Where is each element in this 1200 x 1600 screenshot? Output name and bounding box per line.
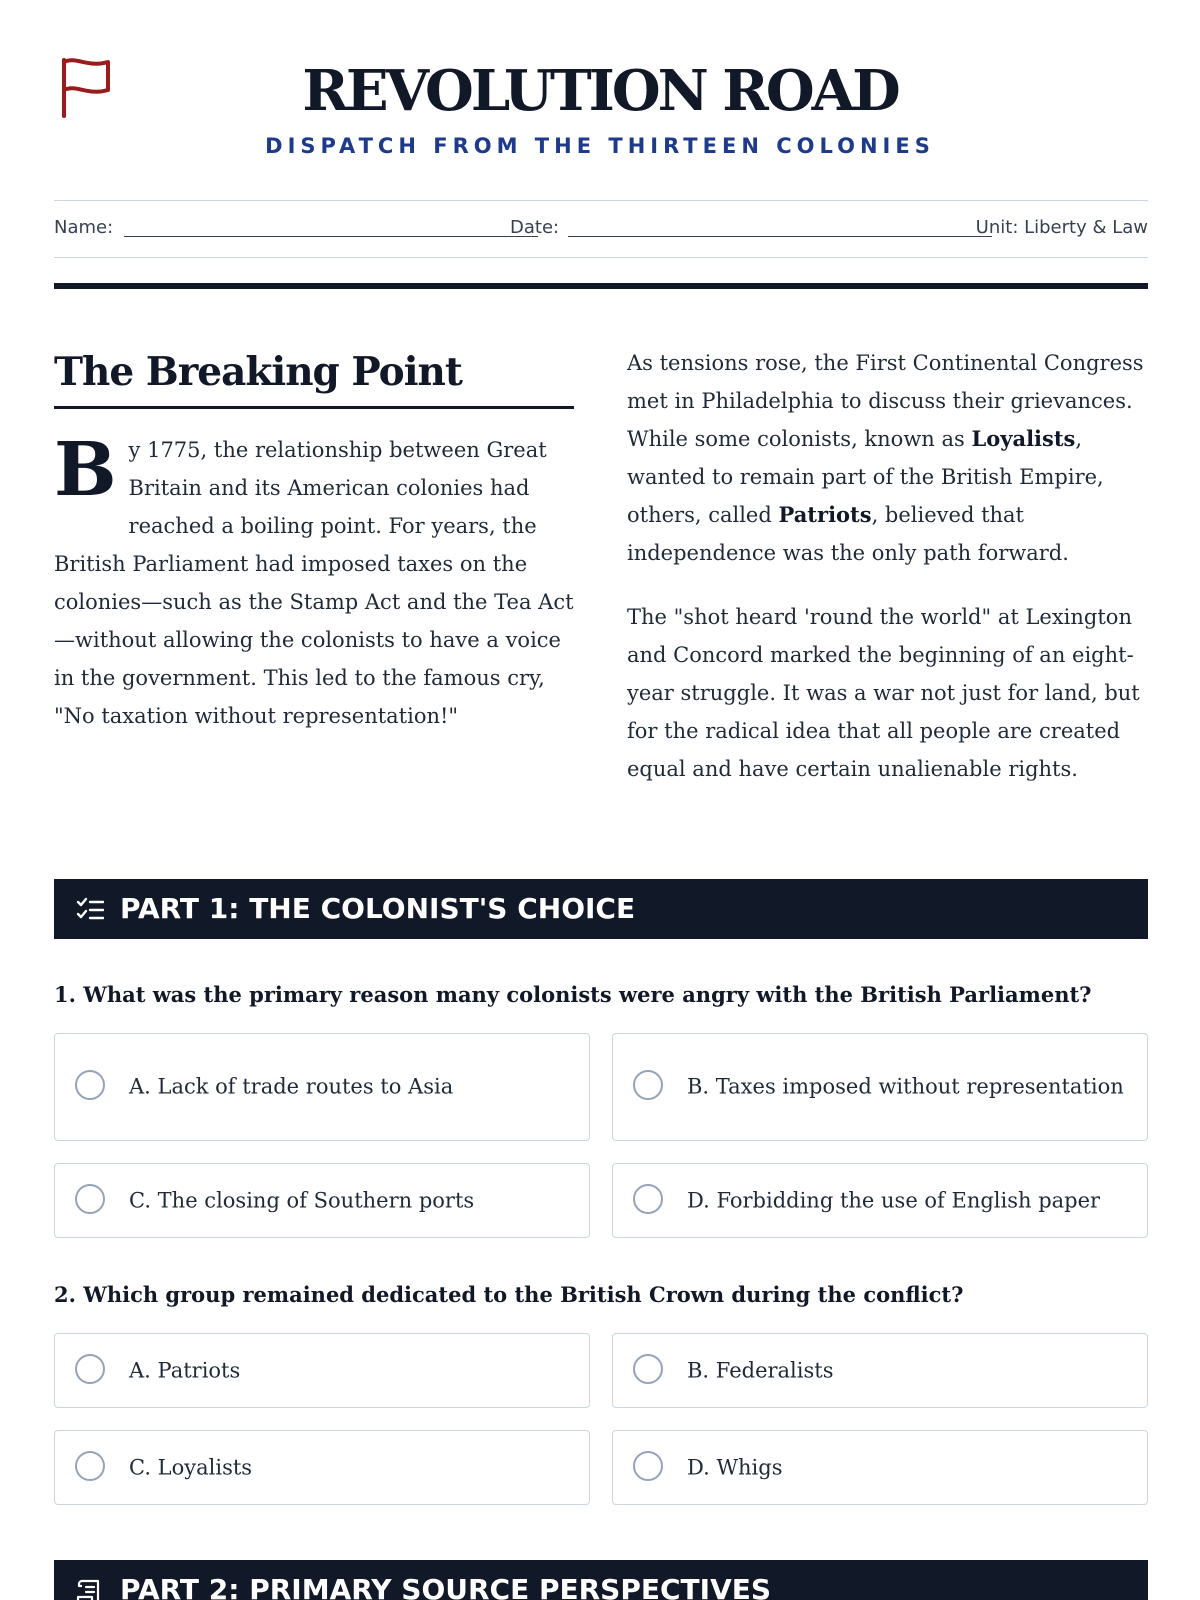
radio-button[interactable] xyxy=(75,1070,105,1100)
article-lead-paragraph xyxy=(54,427,574,735)
article-paragraph-1 xyxy=(627,344,1153,572)
option-label: C. Loyalists xyxy=(129,1455,253,1479)
checklist-icon xyxy=(76,897,104,923)
masthead-subtitle: DISPATCH FROM THE THIRTEEN COLONIES xyxy=(265,134,935,158)
option-label: B. Federalists xyxy=(687,1358,834,1382)
radio-button[interactable] xyxy=(633,1184,663,1214)
term-loyalists: Loyalists xyxy=(971,426,1076,451)
radio-button[interactable] xyxy=(633,1070,663,1100)
option-label: B. Taxes imposed without representation xyxy=(687,1074,1124,1099)
part2-title: PART 2: PRIMARY SOURCE PERSPECTIVES xyxy=(120,1573,772,1600)
term-patriots: Patriots xyxy=(778,502,872,527)
q1-option-a[interactable] xyxy=(54,1033,590,1141)
name-blank-line[interactable] xyxy=(124,236,538,237)
article-title: The Breaking Point xyxy=(54,344,574,409)
q1-option-b[interactable] xyxy=(612,1033,1148,1141)
lead-text: y 1775, the relationship between Great Britain and its American colonies had reached a boiling point. For years, the British Parliament had imposed taxes on the colonies—such as the Stamp Act and the Tea Act—without allowing the colonists to have a voice in the government. This led to the famous cry, "No taxation without representation!" xyxy=(54,438,574,728)
part2-header xyxy=(54,1560,1148,1600)
date-label: Date: xyxy=(510,217,560,238)
para1-text-b: , wanted to remain part of the British Empire, others, called xyxy=(627,427,1104,527)
option-label: C. The closing of Southern ports xyxy=(129,1188,475,1212)
unit-label: Unit: Liberty & Law xyxy=(975,217,1148,238)
scroll-icon xyxy=(76,1578,104,1600)
student-info-bar xyxy=(54,200,1148,258)
question-2-prompt: 2. Which group remained dedicated to the British Crown during the conflict? xyxy=(54,1282,964,1307)
article-left-column xyxy=(54,344,574,735)
radio-button[interactable] xyxy=(633,1451,663,1481)
name-label: Name: xyxy=(54,217,114,238)
option-label: A. Lack of trade routes to Asia xyxy=(129,1074,454,1099)
question-1-prompt: 1. What was the primary reason many colonists were angry with the British Parliament? xyxy=(54,982,1092,1007)
q1-option-d[interactable] xyxy=(612,1163,1148,1238)
masthead xyxy=(0,56,1200,160)
radio-button[interactable] xyxy=(75,1184,105,1214)
option-label: A. Patriots xyxy=(129,1358,241,1382)
radio-button[interactable] xyxy=(633,1354,663,1384)
header-divider xyxy=(54,283,1148,289)
date-blank-line[interactable] xyxy=(568,236,992,237)
part1-header xyxy=(54,879,1148,939)
q1-option-c[interactable] xyxy=(54,1163,590,1238)
option-label: D. Forbidding the use of English paper xyxy=(687,1188,1101,1212)
option-label: D. Whigs xyxy=(687,1455,783,1479)
q2-option-b[interactable] xyxy=(612,1333,1148,1408)
article-right-column xyxy=(627,344,1153,788)
para1-text-a: As tensions rose, the First Continental Congress met in Philadelphia to discuss their grievances. While some colonists, known as xyxy=(627,351,1144,451)
article-paragraph-2: The "shot heard 'round the world" at Lexington and Concord marked the beginning of an eight-year struggle. It was a war not just for land, but for the radical idea that all people are created equal and have certain unalienable rights. xyxy=(627,605,1140,781)
radio-button[interactable] xyxy=(75,1451,105,1481)
drop-cap: B xyxy=(54,427,117,513)
q2-option-a[interactable] xyxy=(54,1333,590,1408)
radio-button[interactable] xyxy=(75,1354,105,1384)
part1-title: PART 1: THE COLONIST'S CHOICE xyxy=(120,892,636,925)
q2-option-c[interactable] xyxy=(54,1430,590,1505)
q2-option-d[interactable] xyxy=(612,1430,1148,1505)
masthead-title: REVOLUTION ROAD xyxy=(302,58,898,124)
para1-text-c: , believed that independence was the only path forward. xyxy=(627,503,1069,565)
